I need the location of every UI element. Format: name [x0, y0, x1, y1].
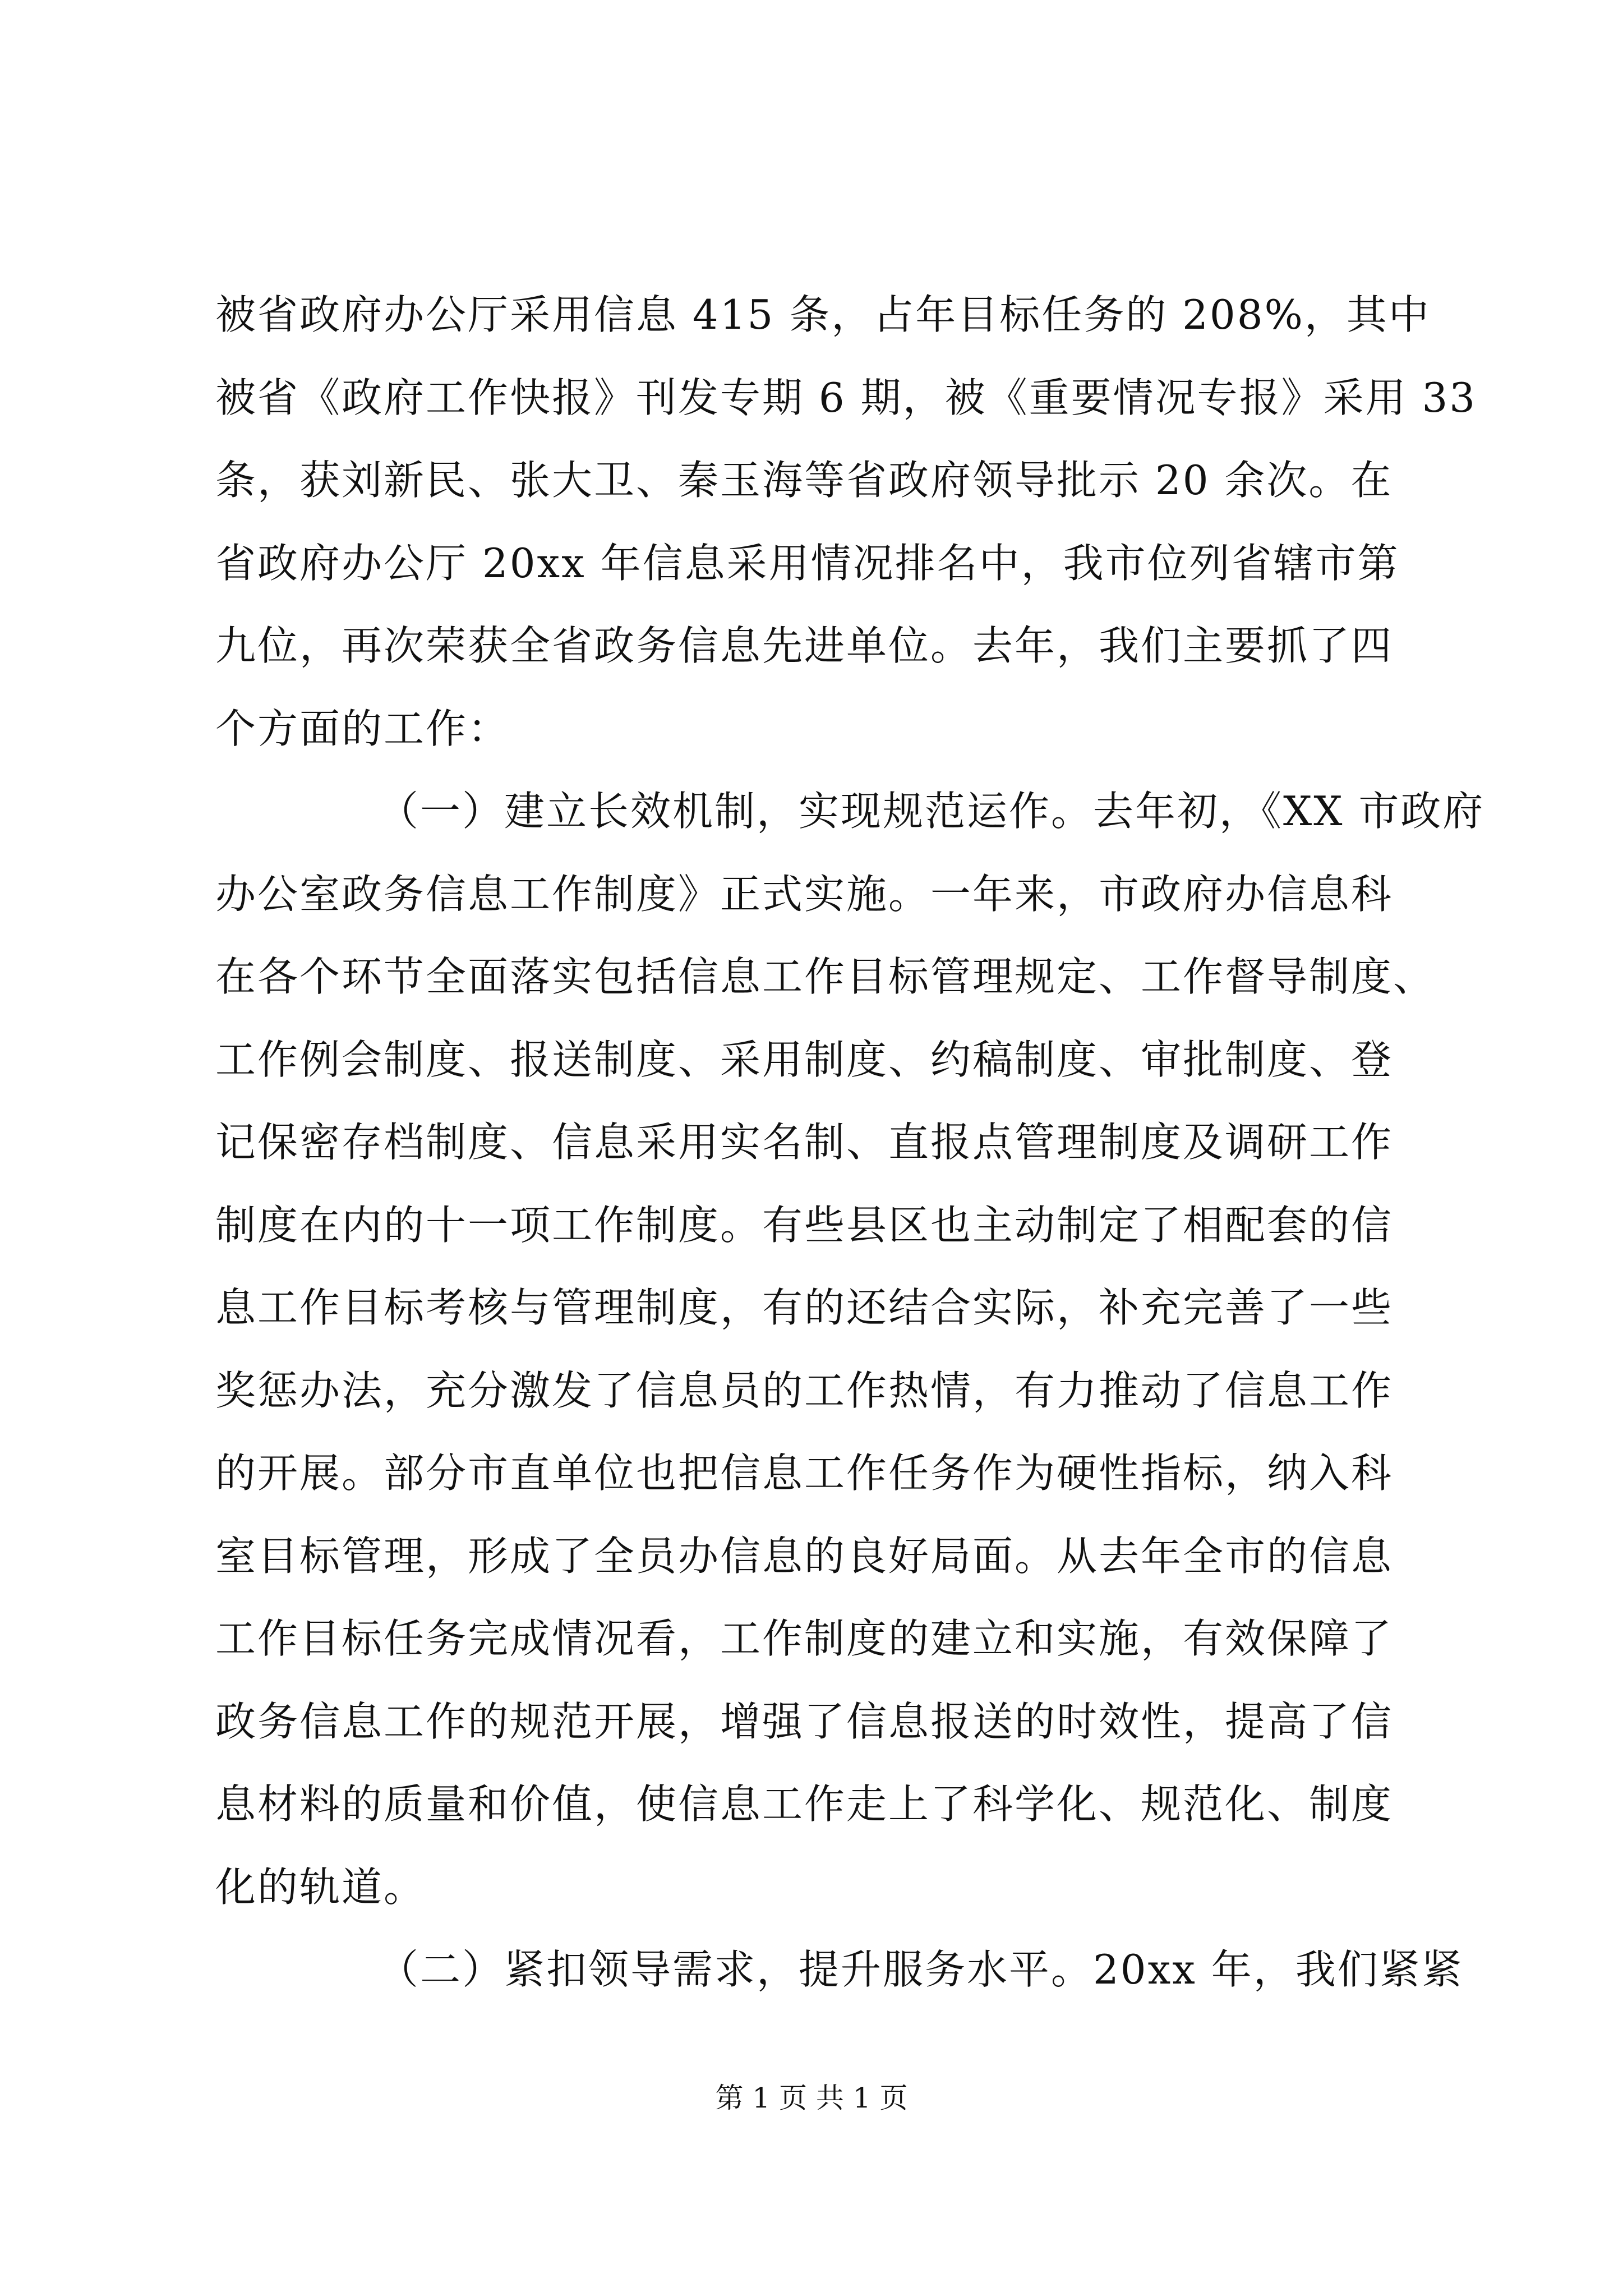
text-line: 工作例会制度、报送制度、采用制度、约稿制度、审批制度、登: [215, 1036, 1394, 1083]
text-line: 室目标管理，形成了全员办信息的良好局面。从去年全市的信息: [215, 1532, 1394, 1580]
text-line: 被省《政府工作快报》刊发专期 6 期，被《重要情况专报》采用 33: [215, 374, 1477, 421]
text-line: 制度在内的十一项工作制度。有些县区也主动制定了相配套的信: [215, 1201, 1394, 1249]
text-line: 息工作目标考核与管理制度，有的还结合实际，补充完善了一些: [215, 1284, 1394, 1331]
page-footer: 第 1 页 共 1 页: [715, 2082, 908, 2114]
text-line: 奖惩办法，充分激发了信息员的工作热情，有力推动了信息工作: [215, 1366, 1394, 1414]
text-line: 工作目标任务完成情况看，工作制度的建立和实施，有效保障了: [215, 1615, 1394, 1662]
text-line: 的开展。部分市直单位也把信息工作任务作为硬性指标，纳入科: [215, 1450, 1394, 1497]
paragraph-heading-1: （一）建立长效机制，实现规范运作。去年初，《XX 市政府: [378, 788, 1485, 835]
text-line: 在各个环节全面落实包括信息工作目标管理规定、工作督导制度、: [215, 953, 1436, 1000]
text-line: 化的轨道。: [215, 1863, 426, 1911]
text-line: 政务信息工作的规范开展，增强了信息报送的时效性，提高了信: [215, 1697, 1394, 1745]
text-line: 条，获刘新民、张大卫、秦玉海等省政府领导批示 20 余次。在: [215, 457, 1393, 504]
text-line: 办公室政务信息工作制度》正式实施。一年来，市政府办信息科: [215, 870, 1394, 918]
text-line: 记保密存档制度、信息采用实名制、直报点管理制度及调研工作: [215, 1119, 1394, 1166]
paragraph-heading-2: （二）紧扣领导需求，提升服务水平。20xx 年，我们紧紧: [378, 1946, 1464, 1993]
text-line: 息材料的质量和价值，使信息工作走上了科学化、规范化、制度: [215, 1780, 1394, 1828]
text-line: 被省政府办公厅采用信息 415 条，占年目标任务的 208%，其中: [215, 291, 1431, 338]
text-line: 省政府办公厅 20xx 年信息采用情况排名中，我市位列省辖市第: [215, 539, 1400, 587]
document-body: [215, 274, 1485, 2012]
text-line: 九位，再次荣获全省政务信息先进单位。去年，我们主要抓了四: [215, 622, 1394, 669]
text-line: 个方面的工作：: [215, 705, 510, 752]
